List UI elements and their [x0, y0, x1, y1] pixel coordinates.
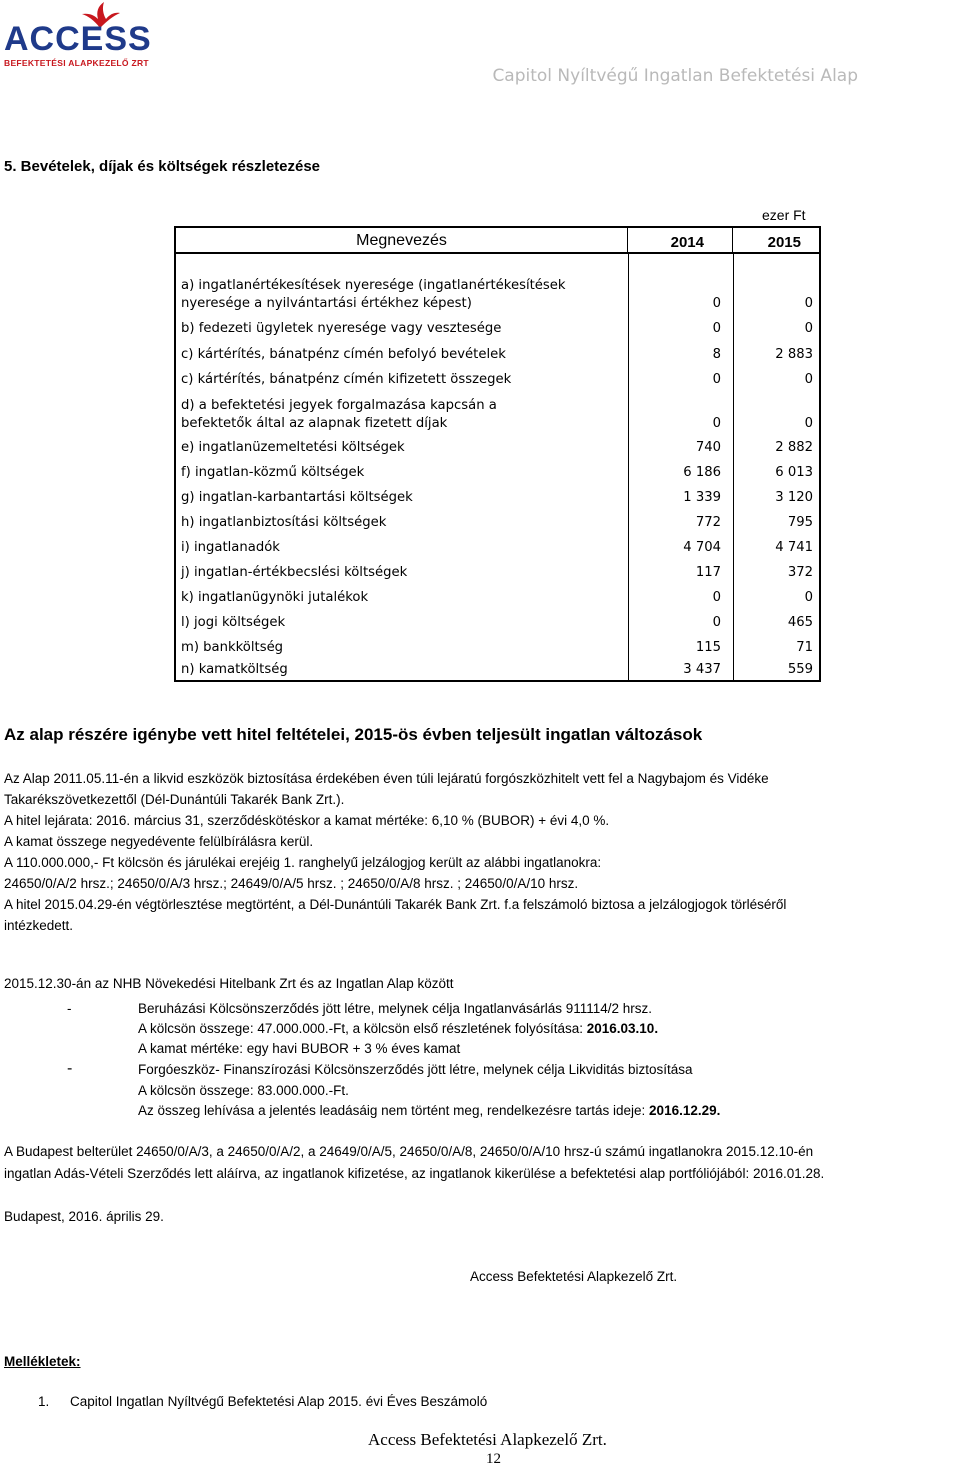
table-row — [176, 458, 819, 483]
value-2015: 0 — [804, 296, 813, 311]
paragraph: ingatlan Adás-Vételi Szerződés lett aláírva, az ingatlanok kifizetése, az ingatlanok kikerülése a befektetési alap portfóliójából: 2016.01.28. — [4, 1166, 825, 1181]
row-label: f) ingatlan-közmű költségek — [181, 465, 365, 480]
paragraph: A hitel 2015.04.29-én végtörlesztése megtörtént, a Dél-Dunántúli Takarék Bank Zrt. f.a felszámoló biztosa a jelzálogjogok törléséről — [4, 897, 787, 912]
table-row — [176, 254, 819, 314]
value-2015: 6 013 — [775, 465, 813, 480]
table-row — [176, 365, 819, 390]
loan-section-title: Az alap részére igénybe vett hitel feltételei, 2015-ös évben teljesült ingatlan változások — [4, 725, 703, 744]
attachment-item: Capitol Ingatlan Nyíltvégű Befektetési Alap 2015. évi Éves Beszámoló — [70, 1394, 488, 1409]
place-date: Budapest, 2016. április 29. — [4, 1209, 164, 1224]
paragraph: 24650/0/A/2 hrsz.; 24650/0/A/3 hrsz.; 24649/0/A/5 hrsz. ; 24650/0/A/8 hrsz. ; 24650/0/A/10 hrsz. — [4, 876, 579, 891]
section-title: 5. Bevételek, díjak és költségek részletezése — [4, 158, 321, 175]
value-2014: 115 — [695, 640, 721, 655]
value-2014: 3 437 — [683, 662, 721, 677]
paragraph: A kamat összege negyedévente felülbírálásra kerül. — [4, 834, 314, 849]
row-label: l) jogi költségek — [181, 615, 286, 630]
table-row — [176, 583, 819, 608]
document-header-title: Capitol Nyíltvégű Ingatlan Befektetési Alap — [492, 66, 858, 86]
value-2015: 0 — [804, 321, 813, 336]
list-item: A kölcsön összege: 83.000.000.-Ft. — [138, 1083, 349, 1098]
list-item-text: Az összeg lehívása a jelentés leadásáig nem történt meg, rendelkezésre tartás ideje: — [138, 1103, 650, 1118]
attachment-number: 1. — [38, 1394, 50, 1409]
row-label: g) ingatlan-karbantartási költségek — [181, 490, 413, 505]
value-2015: 0 — [804, 416, 813, 431]
value-2015: 559 — [787, 662, 813, 677]
value-2014: 0 — [712, 296, 721, 311]
value-2015: 4 741 — [775, 540, 813, 555]
logo-subtitle: BEFEKTETÉSI ALAPKEZELŐ ZRT — [4, 58, 149, 68]
paragraph: Takarékszövetkezettől (Dél-Dunántúli Takarék Bank Zrt.). — [4, 792, 345, 807]
value-2015: 2 882 — [775, 440, 813, 455]
list-bullet: - — [67, 1060, 73, 1077]
table-row — [176, 533, 819, 558]
paragraph: A hitel lejárata: 2016. március 31, szerződéskötéskor a kamat mértéke: 6,10 % (BUBOR) + évi 4,0 %. — [4, 813, 610, 828]
signature-company: Access Befektetési Alapkezelő Zrt. — [470, 1269, 678, 1284]
value-2014: 0 — [712, 416, 721, 431]
row-label: m) bankköltség — [181, 640, 284, 655]
availability-date: 2016.12.29. — [649, 1103, 721, 1118]
value-2014: 740 — [695, 440, 721, 455]
row-label: nyeresége a nyilvántartási értékhez képest) — [181, 296, 472, 311]
row-label: d) a befektetési jegyek forgalmazása kapcsán a — [181, 398, 497, 413]
disbursement-date: 2016.03.10. — [586, 1021, 659, 1036]
row-label: befektetők által az alapnak fizetett díjak — [181, 416, 448, 431]
value-2015: 71 — [796, 640, 813, 655]
footer-company: Access Befektetési Alapkezelő Zrt. — [368, 1430, 607, 1449]
value-2014: 4 704 — [683, 540, 721, 555]
row-label: n) kamatköltség — [181, 662, 288, 677]
row-label: i) ingatlanadók — [181, 540, 280, 555]
table-row — [176, 558, 819, 583]
row-label: k) ingatlanügynöki jutalékok — [181, 590, 369, 605]
value-2014: 0 — [712, 590, 721, 605]
paragraph: Az Alap 2011.05.11-én a likvid eszközök biztosítása érdekében éven túli lejáratú forgószközhitelt vett fel a Nagybajom és Vidéke — [4, 771, 769, 786]
list-bullet: - — [67, 1001, 72, 1016]
value-2015: 465 — [787, 615, 813, 630]
table-row — [176, 508, 819, 533]
table-row — [176, 483, 819, 508]
list-item-text: A kölcsön összege: 47.000.000.-Ft, a kölcsön első részletének folyósítása: — [138, 1021, 587, 1036]
header-year-2015: 2015 — [733, 228, 821, 254]
page-number: 12 — [486, 1451, 501, 1467]
header-name: Megnevezés — [176, 228, 628, 254]
paragraph: 2015.12.30-án az NHB Növekedési Hitelbank Zrt és az Ingatlan Alap között — [4, 976, 454, 991]
paragraph: A 110.000.000,- Ft kölcsön és járulékai erejéig 1. ranghelyű jelzálogjog került az alábbi ingatlanokra: — [4, 855, 602, 870]
list-item: Beruházási Kölcsönszerződés jött létre, melynek célja Ingatlanvásárlás 911114/2 hrsz. — [138, 1001, 653, 1016]
value-2014: 117 — [695, 565, 721, 580]
value-2014: 772 — [695, 515, 721, 530]
value-2015: 3 120 — [775, 490, 813, 505]
income-cost-table — [174, 226, 821, 682]
table-row — [176, 608, 819, 633]
logo-wordmark: ACCESS — [4, 20, 152, 58]
value-2015: 0 — [804, 372, 813, 387]
value-2015: 0 — [804, 590, 813, 605]
attachments-title: Mellékletek: — [4, 1354, 81, 1369]
value-2014: 0 — [712, 372, 721, 387]
row-label: c) kártérítés, bánatpénz címén befolyó bevételek — [181, 347, 506, 362]
row-label: c) kártérítés, bánatpénz címén kifizetett összegek — [181, 372, 512, 387]
header-year-2014: 2014 — [628, 228, 733, 254]
row-label: e) ingatlanüzemeltetési költségek — [181, 440, 405, 455]
list-item: Forgóeszköz- Finanszírozási Kölcsönszerződés jött létre, melynek célja Likviditás biztosítása — [138, 1062, 693, 1077]
value-2014: 0 — [712, 615, 721, 630]
table-row — [176, 390, 819, 434]
value-2014: 6 186 — [683, 465, 721, 480]
value-2014: 0 — [712, 321, 721, 336]
value-2015: 372 — [787, 565, 813, 580]
list-item — [138, 1020, 658, 1038]
company-logo — [2, 2, 180, 68]
value-2015: 795 — [787, 515, 813, 530]
row-label: a) ingatlanértékesítések nyeresége (ingatlanértékesítések — [181, 278, 566, 293]
value-2015: 2 883 — [775, 347, 813, 362]
table-row — [176, 314, 819, 339]
table-row — [176, 633, 819, 658]
table-unit: ezer Ft — [762, 207, 806, 223]
row-label: h) ingatlanbiztosítási költségek — [181, 515, 387, 530]
list-item — [138, 1102, 720, 1120]
list-item: A kamat mértéke: egy havi BUBOR + 3 % éves kamat — [138, 1041, 461, 1056]
table-row — [176, 339, 819, 365]
value-2014: 8 — [712, 347, 721, 362]
table-row — [176, 434, 819, 458]
paragraph: A Budapest belterület 24650/0/A/3, a 24650/0/A/2, a 24649/0/A/5, 24650/0/A/8, 24650/0/A/10 hrsz-ú számú ingatlanokra 2015.12.10-én — [4, 1144, 814, 1159]
row-label: j) ingatlan-értékbecslési költségek — [181, 565, 408, 580]
value-2014: 1 339 — [683, 490, 721, 505]
row-label: b) fedezeti ügyletek nyeresége vagy vesztesége — [181, 321, 502, 336]
table-row — [176, 658, 819, 680]
paragraph: intézkedett. — [4, 918, 74, 933]
